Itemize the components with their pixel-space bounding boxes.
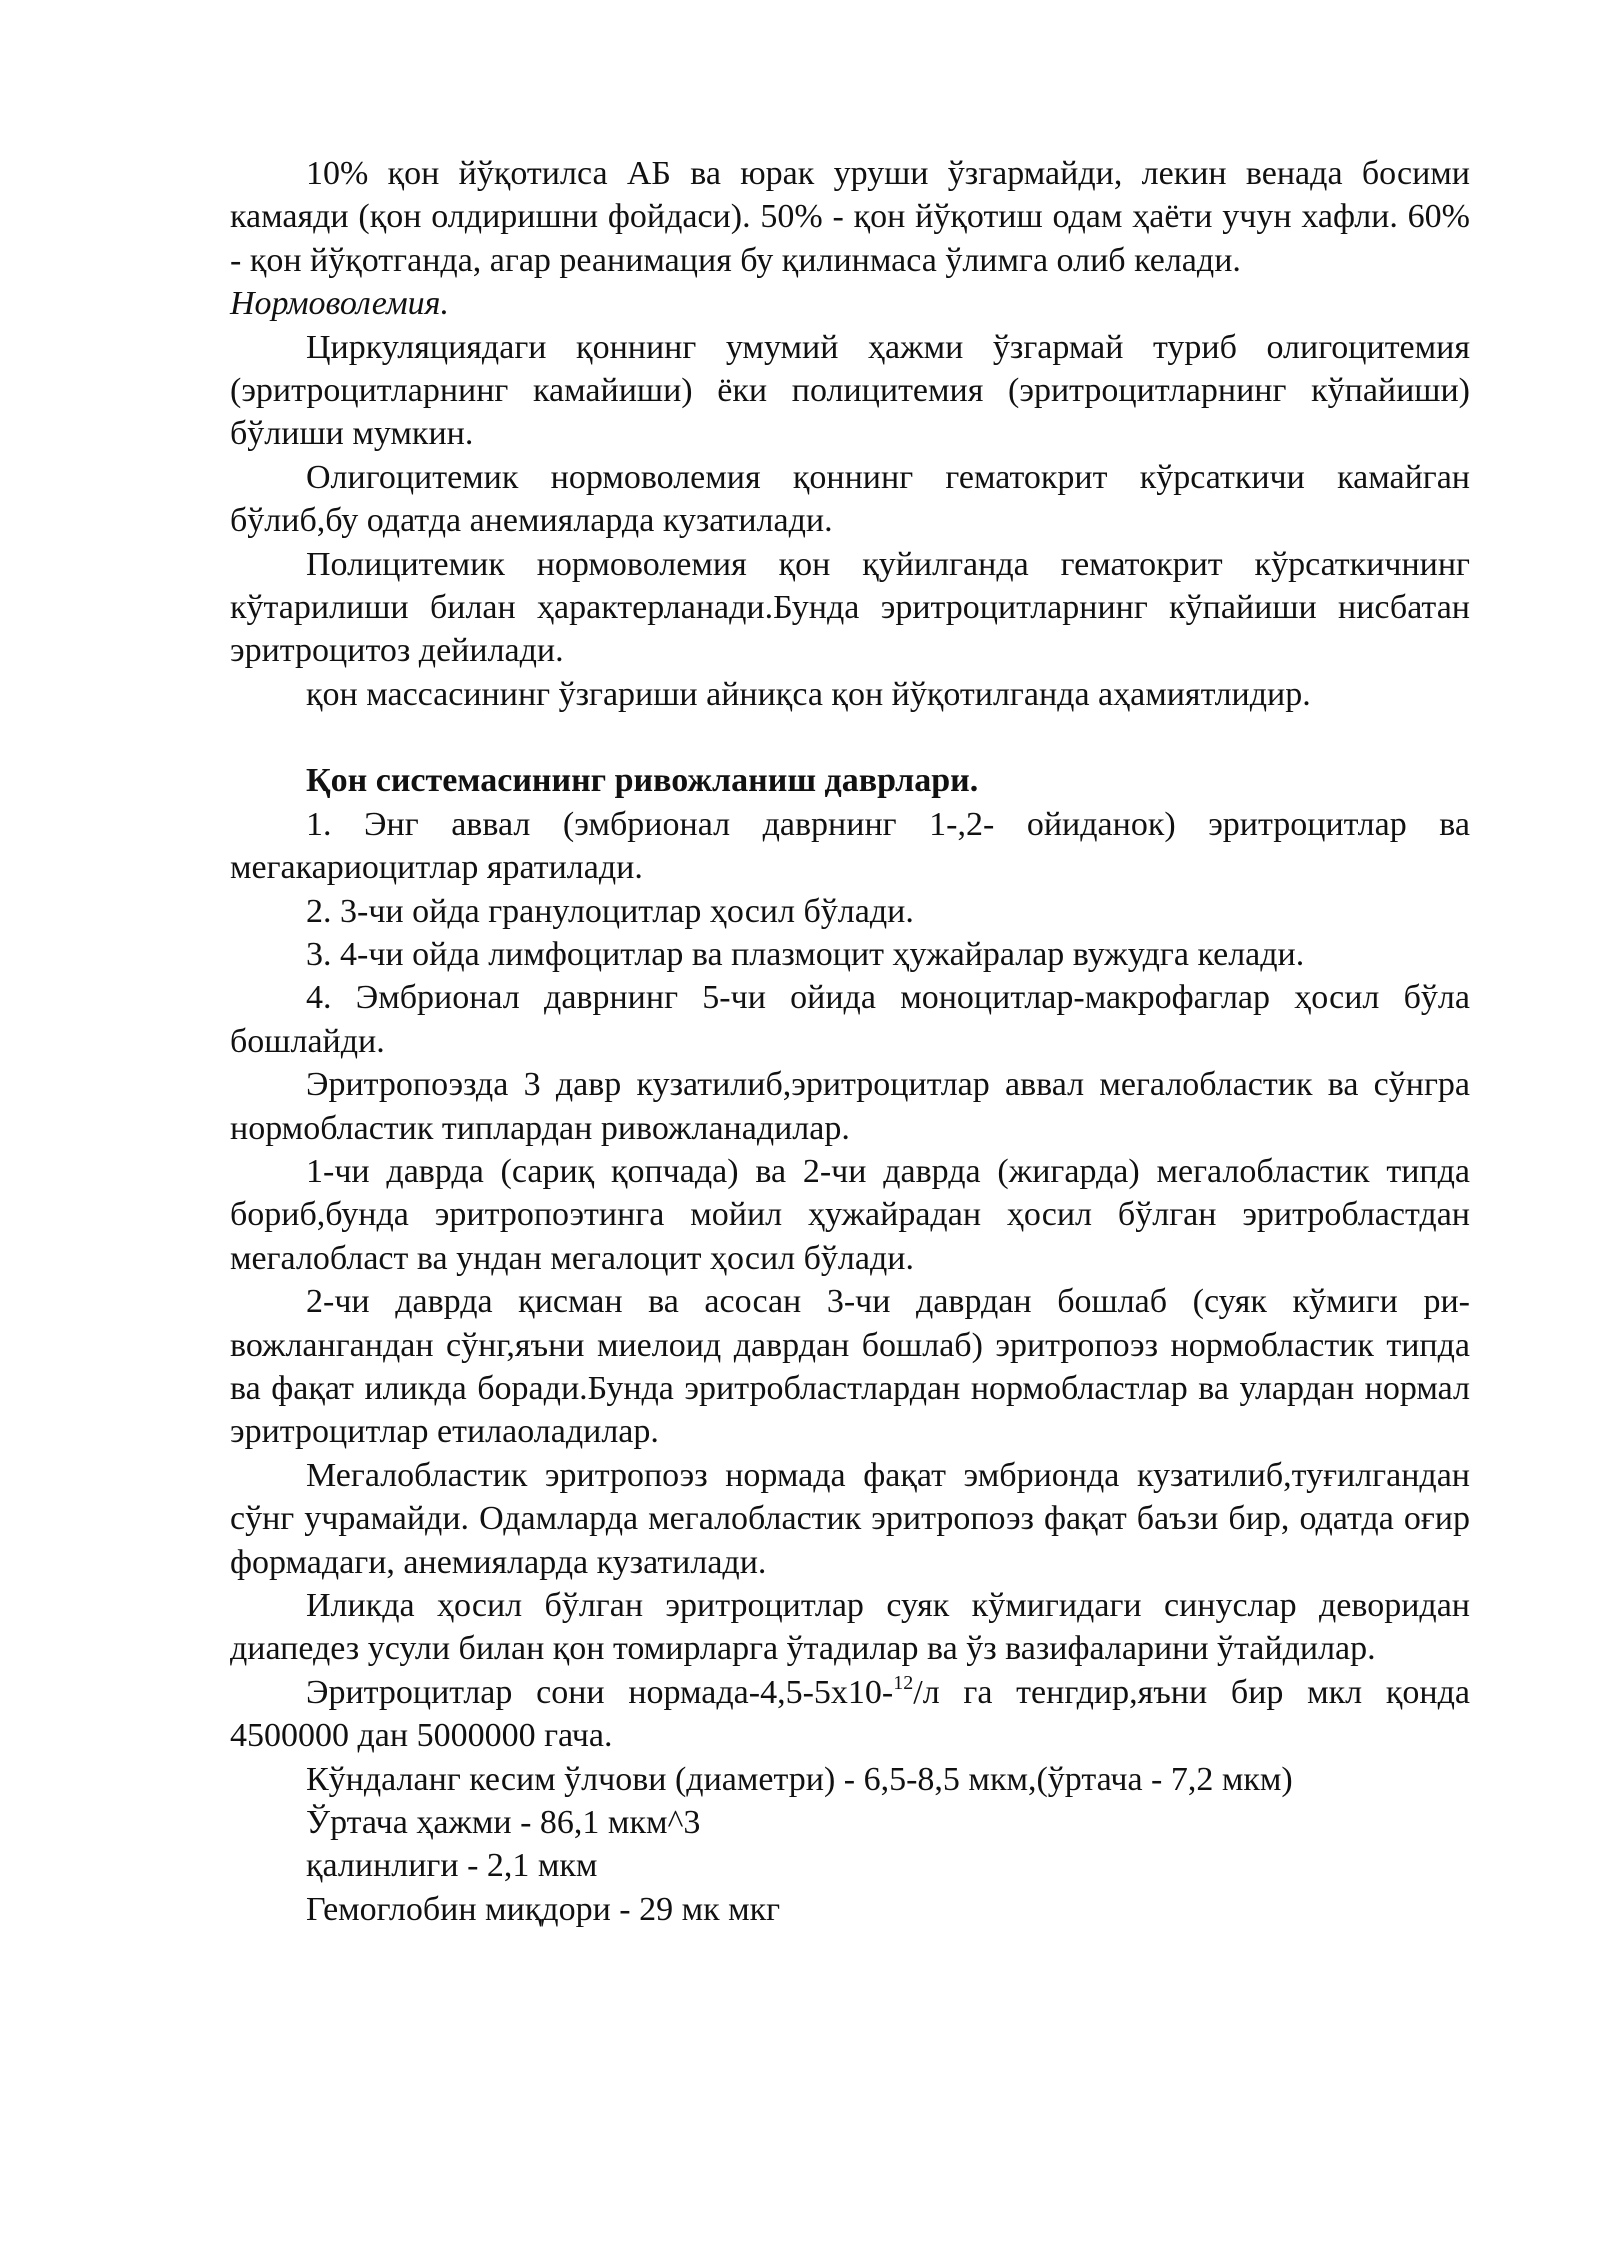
paragraph-erythropoiesis-1: Эритропоэзда 3 давр кузатилиб,эритроцитлар аввал мегалобластик ва сўнгра нормобластик типлардан ривожланадилар. xyxy=(230,1066,1470,1147)
list-item-4: 4. Эмбрионал даврнинг 5-чи ойида моноцитлар-макрофаглар ҳосил бўла бошлайди. xyxy=(230,979,1470,1060)
paragraph-mass-change: қон массасининг ўзгариши айниқса қон йўқотилганда аҳамиятлидир. xyxy=(306,675,1311,713)
document-page xyxy=(230,152,1470,1931)
list-item-2: 2. 3-чи ойда гранулоцитлар ҳосил бўлади. xyxy=(306,892,914,930)
line-thickness: қалинлиги - 2,1 мкм xyxy=(306,1847,598,1885)
count-exponent: 12 xyxy=(893,1671,914,1694)
list-item-1: 1. Энг аввал (эмбрионал даврнинг 1-,2- ойиданок) эритроцитлар ва мегакариоцитлар яратилади. xyxy=(230,805,1470,887)
paragraph-blood-loss: 10% қон йўқотилса АБ ва юрак уруши ўзгармайди, лекин венада босими камаяди (қон олдиришни фойдаси). 50% - қон йўқотиш одам ҳаёти учун хафли. 60% - қон йўқотганда, агар реанимация бу қилинмаса ўлимга олиб келади. xyxy=(230,155,1470,279)
list-item-3: 3. 4-чи ойда лимфоцитлар ва плазмоцит ҳужайралар вужудга келади. xyxy=(306,935,1305,973)
count-text-after: /л га тенгдир,яъни бир мкл қонда 4500000 дан 5000000 гача. xyxy=(230,1673,1470,1755)
paragraph-erythropoiesis-3: 2-чи даврда қисман ва асосан 3-чи даврдан бошлаб (суяк кўмиги ривожлангандан сўнг,яъни миелоид даврдан бошлаб) эритропоэз нормобластик типда ва фақат иликда боради.Бунда эритробластлардан нормобластлар ва улардан нормал эритроцитлар етилаоладилар. xyxy=(230,1283,1470,1451)
heading-development-stages: Қон системасининг ривожланиш даврлари. xyxy=(306,762,979,800)
paragraph-marrow: Иликда ҳосил бўлган эритроцитлар суяк кўмигидаги синуслар деворидан диапедез усули билан қон томирларга ўтадилар ва ўз вазифаларини ўтайдилар. xyxy=(230,1587,1470,1668)
line-hemoglobin: Гемоглобин миқдори - 29 мк мкг xyxy=(306,1890,781,1928)
paragraph-megaloblastic: Мегалобластик эритропоэз нормада фақат эмбрионда кузатилиб,туғилгандан сўнг учрамайди. Одамларда мегалобластик эритропоэз фақат баъзи бир, одатда оғир формадаги, анемияларда кузатилади. xyxy=(230,1456,1470,1581)
blank-line xyxy=(230,716,1470,759)
line-volume: Ўртача ҳажми - 86,1 мкм^3 xyxy=(306,1804,701,1842)
paragraph-normovolemia-1: Циркуляциядаги қоннинг умумий ҳажми ўзгармай туриб олигоцитемия (эритроцитларнинг камайиши) ёки полицитемия (эритроцитларнинг кўпайиши) бўлиши мумкин. xyxy=(230,328,1470,453)
paragraph-normovolemia-3: Полицитемик нормоволемия қон қуйилганда гематокрит кўрсаткичнинг кўтарилиши билан ҳарактерланади.Бунда эритроцитларнинг кўпайиши нисбатан эритроцитоз дейилади. xyxy=(230,545,1470,670)
paragraph-normovolemia-2: Олигоцитемик нормоволемия қоннинг гематокрит кўрсаткичи камайган бўлиб,бу одатда анемияларда кузатилади. xyxy=(230,458,1470,540)
paragraph-erythropoiesis-2: 1-чи даврда (сариқ қопчада) ва 2-чи даврда (жигарда) мегалобластик типда бориб,бунда эритропоэтинга мойил ҳужайрадан ҳосил бўлган эритробластдан мегалобласт ва ундан мегалоцит ҳосил бўлади. xyxy=(230,1152,1470,1277)
section-title-normovolemia: Нормоволемия. xyxy=(230,285,449,323)
paragraph-erythrocyte-count xyxy=(230,1671,1470,1758)
line-diameter: Кўндаланг кесим ўлчови (диаметри) - 6,5-8,5 мкм,(ўртача - 7,2 мкм) xyxy=(306,1760,1293,1798)
count-text-before: Эритроцитлар сони нормада-4,5-5х10- xyxy=(306,1673,894,1711)
